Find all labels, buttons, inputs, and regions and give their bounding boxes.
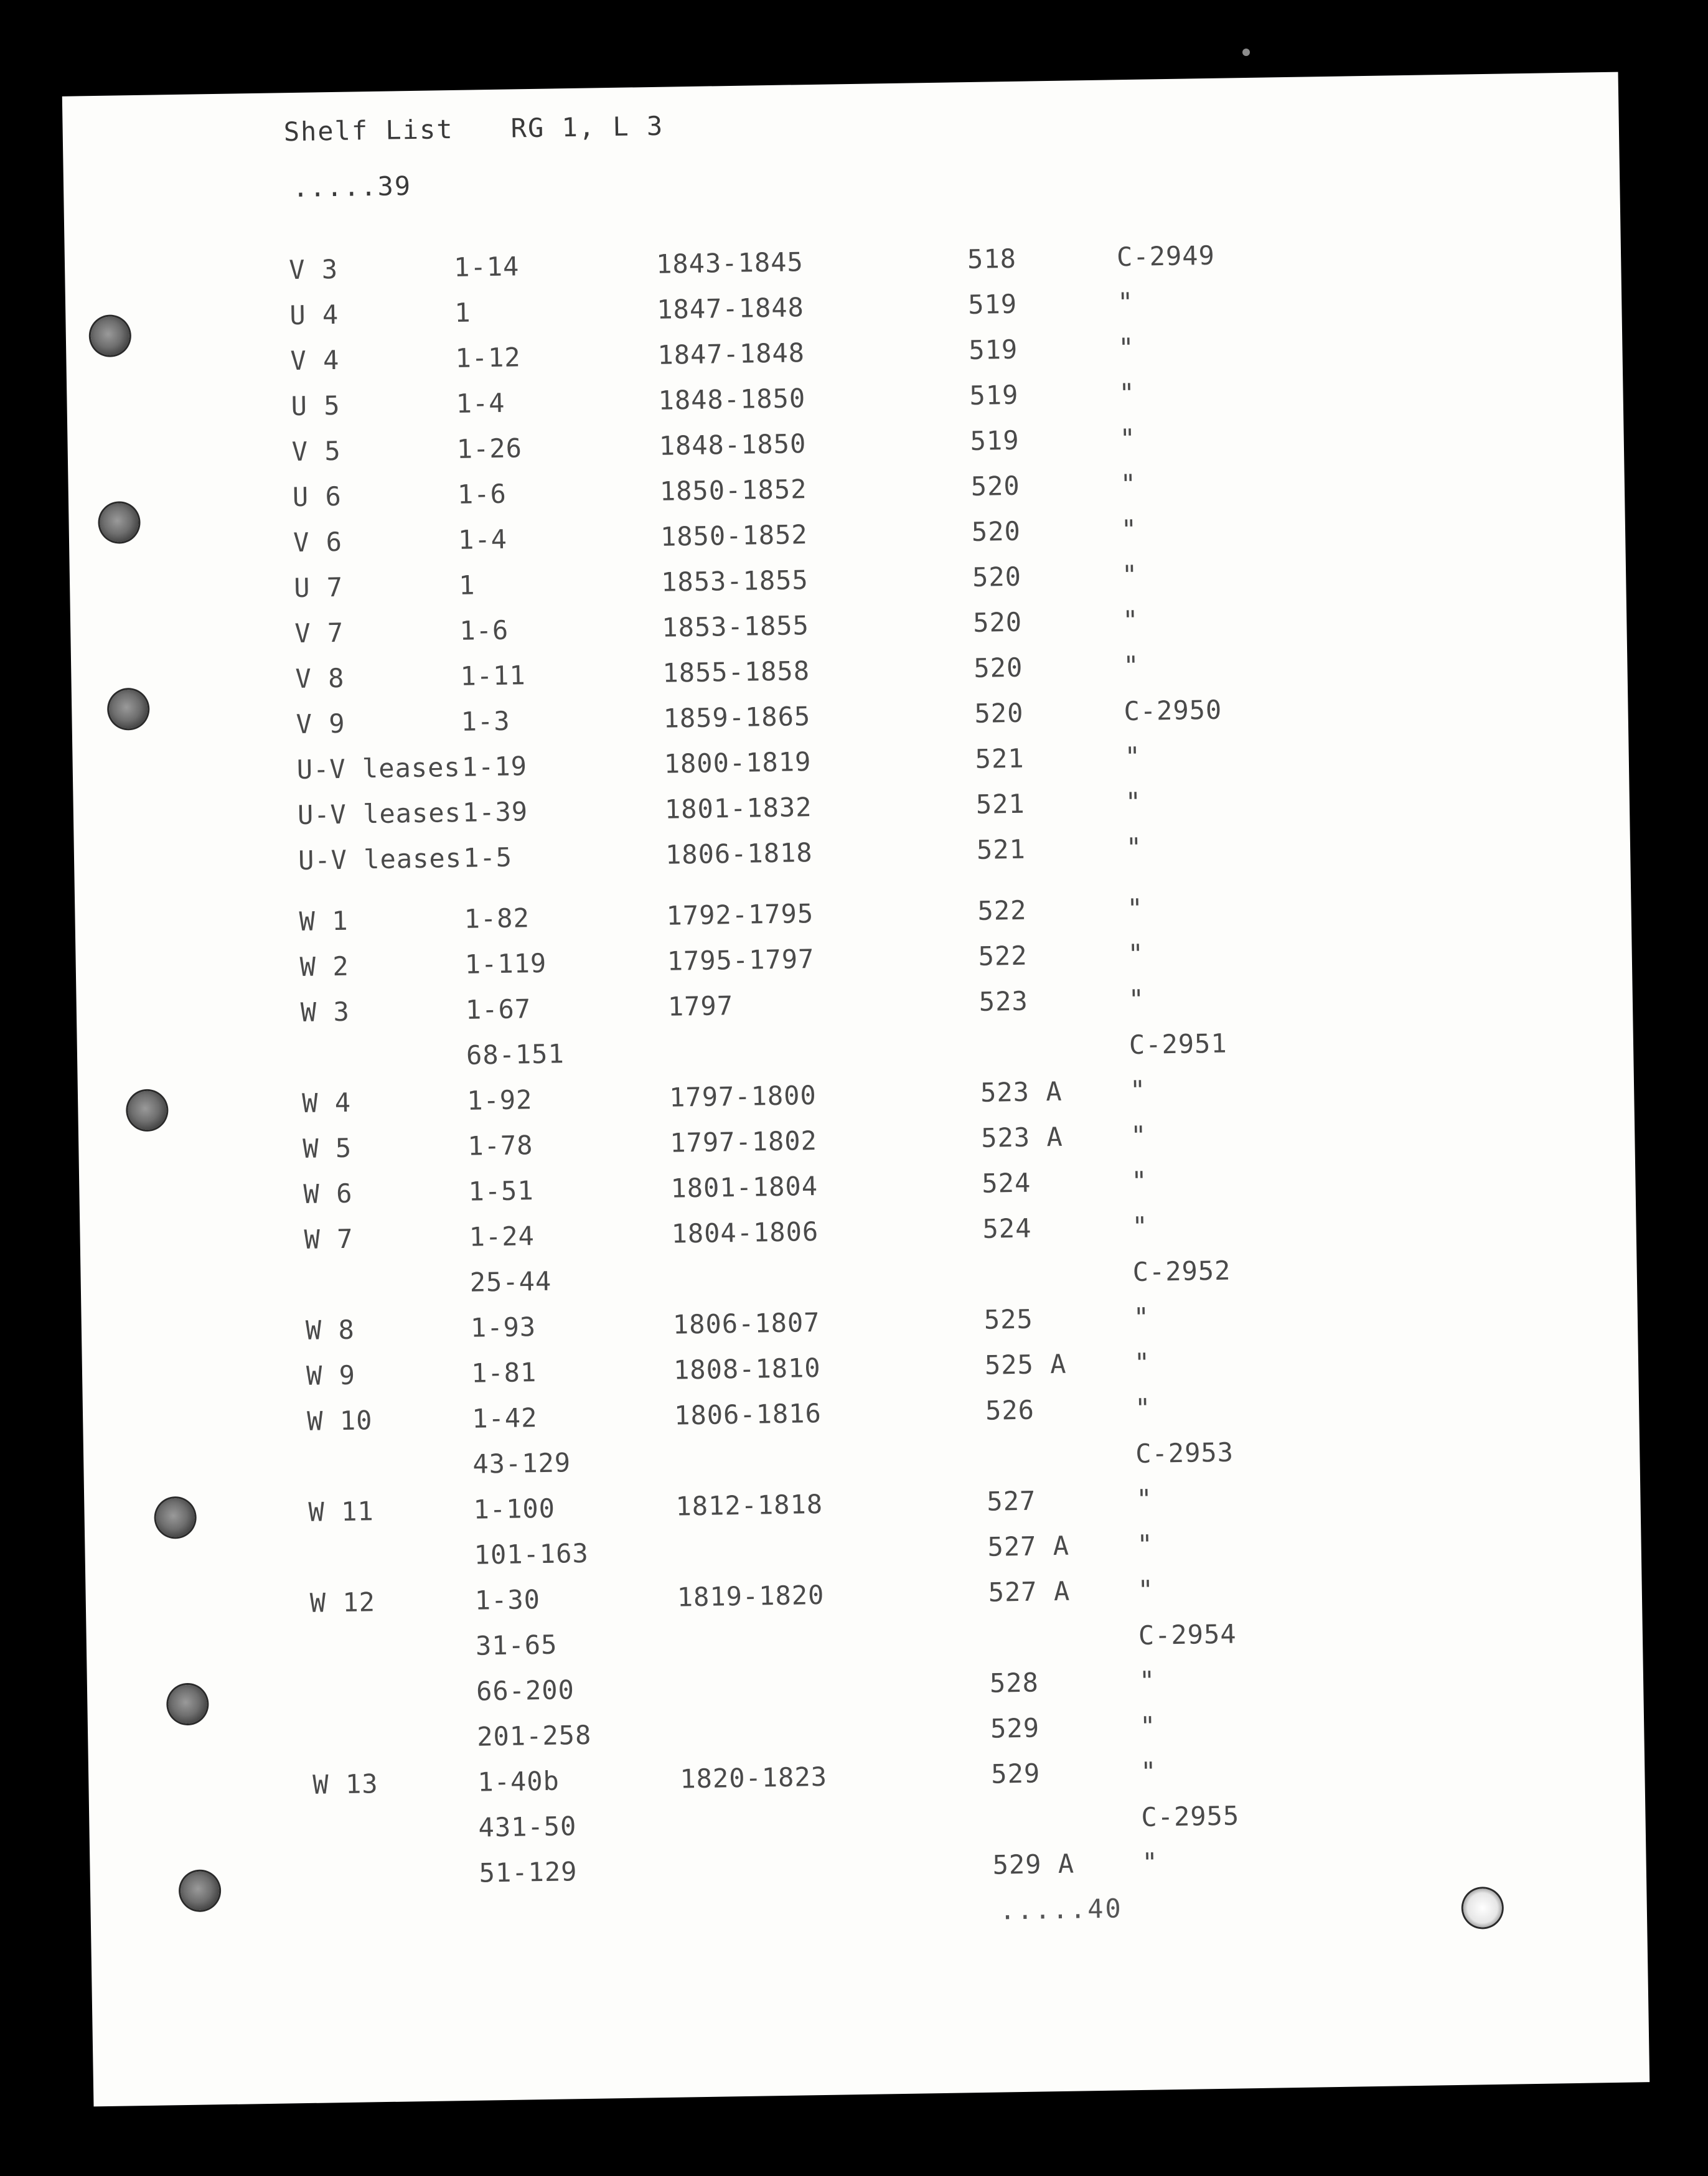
items-cell: 1-82 [464, 903, 530, 934]
items-cell: 1-4 [458, 523, 508, 555]
series-cell: W 7 [304, 1223, 354, 1255]
series-cell: W 9 [306, 1359, 356, 1391]
box-cell: 524 [982, 1167, 1031, 1199]
box-cell: 522 [978, 940, 1028, 972]
box-cell: 520 [974, 652, 1023, 683]
container-cell: C-2951 [1128, 1028, 1228, 1061]
box-cell: 520 [974, 697, 1024, 729]
items-cell: 1-119 [464, 947, 547, 980]
series-cell: W 8 [305, 1314, 355, 1346]
box-cell: 518 [967, 243, 1017, 275]
dates-cell: 1847-1848 [657, 337, 805, 370]
container-cell: " [1133, 1301, 1150, 1333]
container-cell: C-2955 [1141, 1800, 1240, 1832]
dates-cell: 1853-1855 [660, 565, 809, 598]
items-cell: 1-6 [457, 478, 507, 510]
container-cell: " [1120, 514, 1138, 545]
items-cell: 1-24 [469, 1221, 535, 1252]
continued-from: .....39 [292, 171, 412, 204]
box-cell: 525 A [984, 1348, 1067, 1381]
continued-to: .....40 [999, 1893, 1124, 1926]
box-cell: 521 [976, 833, 1026, 865]
container-cell: " [1137, 1529, 1154, 1560]
box-cell: 520 [972, 606, 1023, 638]
box-cell: 529 [990, 1758, 1041, 1789]
container-cell: C-2953 [1135, 1437, 1234, 1470]
items-cell: 51-129 [479, 1856, 578, 1888]
container-cell: " [1138, 1665, 1156, 1696]
box-cell: 519 [970, 424, 1020, 456]
page-title: Shelf List [283, 113, 454, 148]
box-cell: 526 [985, 1394, 1035, 1426]
container-cell: " [1122, 604, 1139, 636]
items-cell: 431-50 [478, 1811, 577, 1843]
container-cell: " [1124, 741, 1142, 772]
box-cell: 522 [977, 894, 1027, 926]
container-cell: " [1142, 1847, 1159, 1878]
items-cell: 1-5 [462, 842, 513, 873]
series-cell: U-V leases [296, 751, 461, 786]
container-cell: " [1125, 832, 1143, 863]
dates-cell: 1850-1852 [660, 519, 808, 552]
dates-cell: 1801-1832 [664, 792, 812, 825]
container-cell: " [1130, 1165, 1148, 1197]
series-cell: W 11 [308, 1496, 375, 1527]
series-cell: V 6 [293, 526, 343, 558]
dates-cell: 1848-1850 [658, 383, 806, 416]
dates-cell: 1806-1807 [672, 1306, 820, 1340]
container-cell: " [1128, 983, 1145, 1015]
dates-cell: 1820-1823 [679, 1761, 828, 1794]
dates-cell: 1819-1820 [677, 1579, 825, 1613]
series-cell: W 2 [299, 950, 350, 983]
items-cell: 1-26 [456, 433, 523, 464]
dates-cell: 1853-1855 [661, 610, 810, 643]
container-cell: " [1127, 893, 1144, 924]
items-cell: 1-92 [466, 1084, 533, 1116]
container-cell: " [1134, 1392, 1152, 1424]
container-cell: " [1132, 1211, 1149, 1242]
items-cell: 66-200 [476, 1674, 575, 1707]
record-group: RG 1, L 3 [510, 110, 664, 144]
series-cell: W 4 [301, 1087, 352, 1118]
items-cell: 1-78 [467, 1130, 533, 1161]
series-cell: W 12 [309, 1587, 376, 1618]
box-cell: 519 [969, 379, 1019, 411]
dates-cell: 1855-1858 [662, 655, 810, 688]
items-cell: 1 [454, 297, 472, 328]
dates-cell: 1847-1848 [656, 292, 805, 325]
items-cell: 68-151 [466, 1038, 565, 1071]
box-cell: 523 A [980, 1121, 1064, 1153]
series-cell: V 3 [288, 253, 339, 286]
series-cell: W 1 [299, 905, 349, 937]
container-cell: " [1121, 559, 1138, 591]
box-cell: 520 [972, 561, 1022, 593]
container-cell: C-2950 [1124, 694, 1222, 727]
items-cell: 1-4 [456, 387, 505, 419]
container-cell: " [1139, 1710, 1157, 1742]
container-cell: " [1133, 1347, 1151, 1379]
box-cell: 523 A [980, 1076, 1063, 1108]
series-cell: U 7 [293, 571, 344, 604]
series-cell: V 8 [295, 662, 345, 695]
binder-hole [1463, 1888, 1502, 1928]
series-cell: U-V leases [298, 842, 462, 876]
dates-cell: 1795-1797 [667, 944, 815, 977]
items-cell: 1-39 [462, 796, 528, 828]
items-cell: 1-19 [461, 751, 528, 782]
container-cell: " [1129, 1074, 1147, 1106]
box-cell: 525 [983, 1303, 1034, 1335]
dates-cell: 1850-1852 [659, 474, 807, 507]
box-cell: 520 [970, 470, 1021, 502]
items-cell: 31-65 [475, 1629, 558, 1661]
dates-cell: 1792-1795 [666, 898, 814, 931]
items-cell: 1-51 [468, 1175, 535, 1207]
box-cell: 527 [987, 1485, 1036, 1517]
box-cell: 527 A [987, 1530, 1070, 1562]
dates-cell: 1808-1810 [673, 1352, 821, 1386]
dates-cell: 1848-1850 [659, 428, 807, 461]
dates-cell: 1804-1806 [671, 1216, 819, 1249]
items-cell: 1 [458, 570, 476, 601]
series-cell: V 7 [294, 617, 344, 649]
box-cell: 521 [975, 743, 1025, 774]
box-cell: 529 A [992, 1848, 1075, 1880]
items-cell: 1-42 [471, 1402, 538, 1434]
box-cell: 529 [990, 1712, 1040, 1744]
container-cell: " [1140, 1756, 1157, 1787]
shelf-list-page [62, 72, 1649, 2107]
items-cell: 1-67 [465, 993, 532, 1025]
dates-cell: 1801-1804 [670, 1170, 819, 1204]
items-cell: 1-11 [460, 660, 527, 692]
box-cell: 519 [968, 334, 1018, 366]
series-cell: U 6 [292, 481, 342, 513]
box-cell: 524 [982, 1212, 1032, 1244]
box-cell: 523 [978, 985, 1029, 1017]
series-cell: V 5 [291, 435, 342, 467]
box-cell: 521 [975, 788, 1026, 820]
container-cell: " [1119, 423, 1137, 454]
box-cell: 528 [989, 1667, 1039, 1699]
container-cell: " [1137, 1574, 1155, 1605]
items-cell: 1-14 [453, 251, 520, 283]
items-cell: 1-6 [459, 614, 509, 646]
container-cell: " [1119, 377, 1136, 409]
box-cell: 520 [971, 515, 1021, 547]
container-cell: " [1117, 332, 1135, 363]
series-cell: U 5 [291, 390, 340, 422]
series-cell: W 13 [312, 1768, 378, 1800]
series-cell: W 6 [303, 1178, 353, 1209]
items-cell: 25-44 [469, 1265, 552, 1298]
container-cell: C-2954 [1138, 1618, 1237, 1651]
dates-cell: 1806-1816 [673, 1397, 822, 1431]
container-cell: " [1120, 468, 1137, 500]
dates-cell: 1812-1818 [675, 1488, 824, 1522]
dates-cell: 1797-1802 [669, 1125, 818, 1158]
items-cell: 201-258 [476, 1719, 592, 1752]
series-cell: W 3 [300, 996, 350, 1028]
series-cell: W 10 [306, 1405, 373, 1437]
container-cell: " [1125, 786, 1142, 818]
container-cell: " [1122, 650, 1140, 682]
box-cell: 519 [967, 288, 1018, 321]
series-cell: V 4 [290, 344, 340, 377]
dates-cell: 1797-1800 [669, 1079, 817, 1113]
container-cell: C-2952 [1132, 1255, 1231, 1288]
items-cell: 1-100 [473, 1493, 556, 1525]
items-cell: 1-93 [470, 1311, 537, 1343]
items-cell: 1-40b [477, 1765, 560, 1798]
container-cell: " [1136, 1483, 1153, 1515]
box-cell: 527 A [988, 1575, 1071, 1608]
dates-cell: 1797 [667, 990, 734, 1022]
items-cell: 1-12 [455, 342, 521, 373]
dates-cell: 1806-1818 [665, 837, 813, 870]
items-cell: 43-129 [472, 1447, 571, 1480]
items-cell: 1-81 [471, 1357, 537, 1389]
series-cell: V 9 [296, 708, 345, 740]
container-cell: " [1117, 286, 1134, 318]
items-cell: 1-30 [474, 1584, 541, 1616]
container-cell: C-2949 [1116, 240, 1216, 273]
container-cell: " [1127, 938, 1145, 970]
dates-cell: 1843-1845 [655, 246, 804, 279]
dust-speck [1242, 49, 1250, 56]
items-cell: 101-163 [474, 1537, 589, 1570]
series-cell: U 4 [289, 299, 339, 331]
series-cell: W 5 [303, 1132, 352, 1164]
dates-cell: 1859-1865 [663, 701, 811, 734]
container-cell: " [1130, 1120, 1147, 1151]
items-cell: 1-3 [461, 705, 510, 737]
series-cell: U-V leases [297, 797, 462, 831]
dates-cell: 1800-1819 [664, 746, 812, 779]
